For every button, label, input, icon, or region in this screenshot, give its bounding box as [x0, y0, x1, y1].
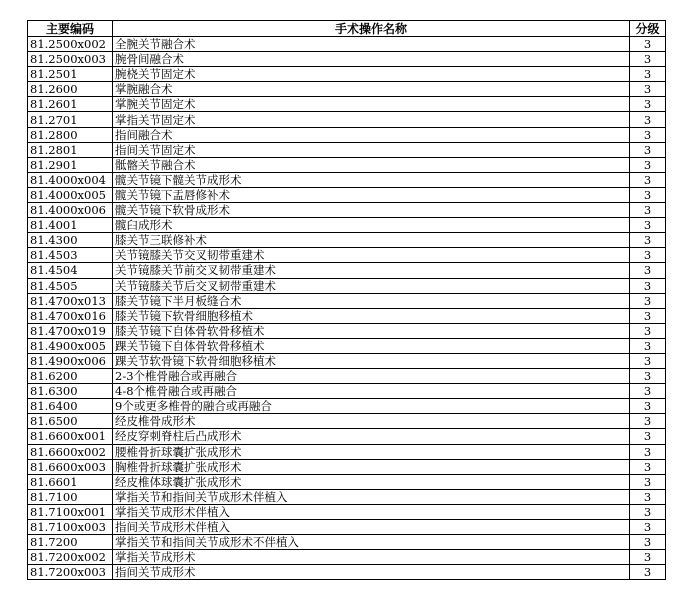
header-row: [28, 21, 666, 37]
code-cell: 81.2701: [28, 112, 113, 127]
code-cell: 81.6600x002: [28, 444, 113, 459]
table-row: [28, 82, 666, 97]
grade-cell: 3: [630, 474, 666, 489]
table-row: [28, 187, 666, 202]
table-row: [28, 429, 666, 444]
code-cell: 81.6400: [28, 399, 113, 414]
grade-cell: 3: [630, 37, 666, 52]
grade-cell: 3: [630, 459, 666, 474]
table-row: [28, 278, 666, 293]
grade-cell: 3: [630, 97, 666, 112]
table-row: [28, 97, 666, 112]
code-cell: 81.4001: [28, 218, 113, 233]
code-cell: 81.4900x006: [28, 353, 113, 368]
grade-cell: 3: [630, 278, 666, 293]
grade-cell: 3: [630, 429, 666, 444]
name-cell: 髋关节镜下软骨成形术: [113, 203, 630, 218]
code-cell: 81.2801: [28, 142, 113, 157]
table-row: [28, 520, 666, 535]
grade-cell: 3: [630, 112, 666, 127]
name-cell: 指间关节成形术伴植入: [113, 520, 630, 535]
grade-cell: 3: [630, 550, 666, 565]
code-cell: 81.4000x005: [28, 187, 113, 202]
grade-cell: 3: [630, 489, 666, 504]
code-cell: 81.7200: [28, 535, 113, 550]
code-cell: 81.2500x003: [28, 52, 113, 67]
table-row: [28, 52, 666, 67]
name-cell: 腕骨间融合术: [113, 52, 630, 67]
name-cell: 胸椎骨折球囊扩张成形术: [113, 459, 630, 474]
code-cell: 81.4000x004: [28, 172, 113, 187]
table-row: [28, 37, 666, 52]
table-row: [28, 369, 666, 384]
grade-cell: 3: [630, 565, 666, 580]
table-row: [28, 474, 666, 489]
name-cell: 掌腕关节固定术: [113, 97, 630, 112]
grade-cell: 3: [630, 293, 666, 308]
table-row: [28, 308, 666, 323]
name-cell: 指间融合术: [113, 127, 630, 142]
grade-cell: 3: [630, 308, 666, 323]
name-cell: 踝关节软骨镜下软骨细胞移植术: [113, 353, 630, 368]
grade-cell: 3: [630, 353, 666, 368]
code-cell: 81.7200x003: [28, 565, 113, 580]
code-cell: 81.4700x016: [28, 308, 113, 323]
table-row: [28, 489, 666, 504]
name-cell: 经皮椎体球囊扩张成形术: [113, 474, 630, 489]
code-cell: 81.4700x013: [28, 293, 113, 308]
code-cell: 81.6500: [28, 414, 113, 429]
table-row: [28, 112, 666, 127]
code-cell: 81.6601: [28, 474, 113, 489]
grade-cell: 3: [630, 384, 666, 399]
table-row: [28, 142, 666, 157]
name-cell: 指间关节固定术: [113, 142, 630, 157]
table-row: [28, 353, 666, 368]
table-row: [28, 248, 666, 263]
name-cell: 骶髂关节融合术: [113, 157, 630, 172]
code-cell: 81.4900x005: [28, 338, 113, 353]
grade-cell: 3: [630, 142, 666, 157]
grade-cell: 3: [630, 218, 666, 233]
table-row: [28, 233, 666, 248]
code-cell: 81.4503: [28, 248, 113, 263]
name-cell: 掌指关节固定术: [113, 112, 630, 127]
code-cell: 81.7100x001: [28, 504, 113, 519]
name-cell: 关节镜膝关节后交叉韧带重建术: [113, 278, 630, 293]
name-cell: 膝关节镜下自体骨软骨移植术: [113, 323, 630, 338]
table-row: [28, 504, 666, 519]
table-row: [28, 127, 666, 142]
code-cell: 81.2500x002: [28, 37, 113, 52]
header-name: 手术操作名称: [113, 21, 630, 37]
name-cell: 髋臼成形术: [113, 218, 630, 233]
grade-cell: 3: [630, 369, 666, 384]
table-row: [28, 67, 666, 82]
code-cell: 81.6600x001: [28, 429, 113, 444]
code-cell: 81.4504: [28, 263, 113, 278]
name-cell: 指间关节成形术: [113, 565, 630, 580]
table-row: [28, 293, 666, 308]
name-cell: 髋关节镜下髋关节成形术: [113, 172, 630, 187]
code-cell: 81.6200: [28, 369, 113, 384]
grade-cell: 3: [630, 172, 666, 187]
table-row: [28, 550, 666, 565]
surgery-grade-table: [27, 20, 666, 580]
name-cell: 膝关节三联修补术: [113, 233, 630, 248]
table-row: [28, 323, 666, 338]
table-row: [28, 172, 666, 187]
header-grade: 分级: [630, 21, 666, 37]
grade-cell: 3: [630, 399, 666, 414]
grade-cell: 3: [630, 233, 666, 248]
grade-cell: 3: [630, 82, 666, 97]
name-cell: 经皮椎骨成形术: [113, 414, 630, 429]
table-row: [28, 203, 666, 218]
name-cell: 2-3个椎骨融合或再融合: [113, 369, 630, 384]
grade-cell: 3: [630, 263, 666, 278]
name-cell: 腕桡关节固定术: [113, 67, 630, 82]
name-cell: 经皮穿刺脊柱后凸成形术: [113, 429, 630, 444]
grade-cell: 3: [630, 187, 666, 202]
name-cell: 髋关节镜下盂唇修补术: [113, 187, 630, 202]
grade-cell: 3: [630, 520, 666, 535]
table-row: [28, 263, 666, 278]
code-cell: 81.4700x019: [28, 323, 113, 338]
grade-cell: 3: [630, 414, 666, 429]
table-body: [28, 37, 666, 580]
grade-cell: 3: [630, 535, 666, 550]
code-cell: 81.7100x003: [28, 520, 113, 535]
name-cell: 掌指关节成形术伴植入: [113, 504, 630, 519]
table-row: [28, 459, 666, 474]
table-row: [28, 218, 666, 233]
code-cell: 81.4300: [28, 233, 113, 248]
grade-cell: 3: [630, 504, 666, 519]
code-cell: 81.2501: [28, 67, 113, 82]
grade-cell: 3: [630, 67, 666, 82]
name-cell: 掌腕融合术: [113, 82, 630, 97]
code-cell: 81.2601: [28, 97, 113, 112]
code-cell: 81.7100: [28, 489, 113, 504]
grade-cell: 3: [630, 157, 666, 172]
name-cell: 掌指关节成形术: [113, 550, 630, 565]
table-row: [28, 444, 666, 459]
grade-cell: 3: [630, 444, 666, 459]
table-row: [28, 535, 666, 550]
code-cell: 81.6300: [28, 384, 113, 399]
code-cell: 81.2800: [28, 127, 113, 142]
code-cell: 81.2600: [28, 82, 113, 97]
name-cell: 关节镜膝关节交叉韧带重建术: [113, 248, 630, 263]
name-cell: 腰椎骨折球囊扩张成形术: [113, 444, 630, 459]
name-cell: 掌指关节和指间关节成形术伴植入: [113, 489, 630, 504]
code-cell: 81.6600x003: [28, 459, 113, 474]
code-cell: 81.2901: [28, 157, 113, 172]
name-cell: 膝关节镜下软骨细胞移植术: [113, 308, 630, 323]
header-code: 主要编码: [28, 21, 113, 37]
code-cell: 81.4505: [28, 278, 113, 293]
grade-cell: 3: [630, 52, 666, 67]
table-row: [28, 157, 666, 172]
table-row: [28, 384, 666, 399]
name-cell: 踝关节镜下自体骨软骨移植术: [113, 338, 630, 353]
name-cell: 关节镜膝关节前交叉韧带重建术: [113, 263, 630, 278]
name-cell: 掌指关节和指间关节成形术不伴植入: [113, 535, 630, 550]
name-cell: 9个或更多椎骨的融合或再融合: [113, 399, 630, 414]
table-row: [28, 565, 666, 580]
grade-cell: 3: [630, 248, 666, 263]
code-cell: 81.4000x006: [28, 203, 113, 218]
table-row: [28, 338, 666, 353]
name-cell: 全腕关节融合术: [113, 37, 630, 52]
code-cell: 81.7200x002: [28, 550, 113, 565]
name-cell: 膝关节镜下半月板缝合术: [113, 293, 630, 308]
grade-cell: 3: [630, 127, 666, 142]
table-row: [28, 414, 666, 429]
name-cell: 4-8个椎骨融合或再融合: [113, 384, 630, 399]
grade-cell: 3: [630, 338, 666, 353]
grade-cell: 3: [630, 203, 666, 218]
table-row: [28, 399, 666, 414]
grade-cell: 3: [630, 323, 666, 338]
